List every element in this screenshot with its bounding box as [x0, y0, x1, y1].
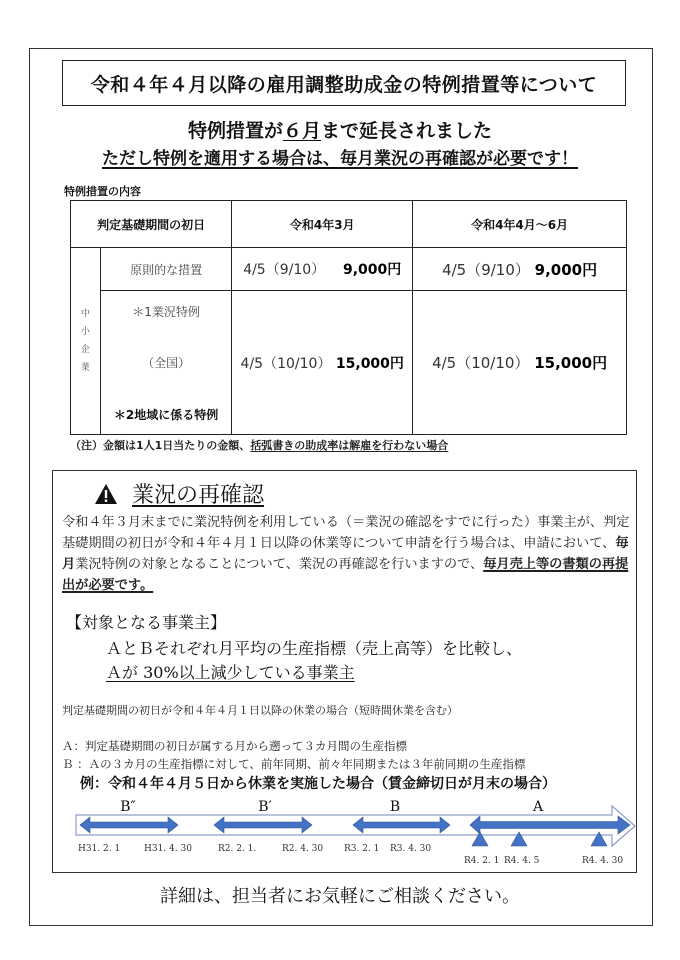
- example-text: 例：令和４年４月５日から休業を実施した場合（賃金締切日が月末の場合）: [80, 776, 556, 792]
- value-cell: [232, 291, 413, 435]
- date-label: R3. 2. 1: [344, 844, 380, 854]
- rate: 4/5（10/10）: [432, 354, 530, 372]
- category-cell: [71, 248, 101, 435]
- category-char: 小: [80, 327, 90, 337]
- definition-a: Ａ：判定基礎期間の初日が属する月から遡って３カ月間の生産指標: [62, 739, 407, 753]
- target-line: Ａが 30%以上減少している事業主: [106, 663, 355, 682]
- header-cell: 判定基礎期間の初日: [71, 201, 232, 248]
- reconfirm-heading: [94, 478, 264, 509]
- category-char: 中: [80, 309, 90, 319]
- headline-suffix: まで延長されました: [321, 120, 493, 142]
- headline-emphasis: ６月: [282, 120, 321, 142]
- segment-label: B′: [258, 799, 272, 815]
- para-text: 業況特例の対象となることについて、業況の再確認を行いますので、: [75, 557, 484, 572]
- table-note: [70, 437, 448, 453]
- segment-label: A: [532, 799, 544, 815]
- headline-caveat: ただし特例を適用する場合は、毎月業況の再確認が必要です！: [102, 149, 578, 169]
- date-label: H31. 4. 30: [144, 844, 192, 854]
- header-cell: 令和4年4月～6月: [413, 201, 627, 248]
- measures-table: [70, 200, 627, 435]
- date-label: R2. 4. 30: [282, 844, 324, 854]
- closing-message: 詳細は、担当者にお気軽にご相談ください。: [160, 886, 520, 907]
- date-label: H31. 2. 1: [78, 844, 121, 854]
- date-label: R2. 2. 1.: [218, 844, 257, 854]
- extension-headline: [40, 116, 640, 143]
- date-label: R3. 4. 30: [390, 844, 432, 854]
- header-cell: 令和4年3月: [232, 201, 413, 248]
- segment-label: B: [389, 799, 401, 815]
- amount: 9,000円: [534, 260, 598, 279]
- target-line: ＡとＢそれぞれ月平均の生産指標（売上高等）を比較し、: [106, 639, 523, 658]
- document-title: [62, 60, 626, 106]
- amount: 9,000円: [342, 262, 402, 278]
- row-label: 原則的な措置: [100, 248, 231, 291]
- para-underlined: 毎月売上等の書類の再提出が必要です。: [62, 557, 629, 593]
- note-underlined: 括弧書きの助成率は解雇を行わない場合: [250, 439, 449, 452]
- note-prefix: （注）金額は1人1日当たりの金額、: [70, 439, 251, 452]
- warning-icon: [94, 483, 118, 505]
- value-cell: [413, 248, 627, 291]
- condition-text: 判定基礎期間の初日が令和４年４月１日以降の休業の場合（短時間休業を含む）: [62, 704, 458, 717]
- rate: 4/5（9/10）: [442, 260, 530, 279]
- category-char: 業: [80, 363, 90, 373]
- reconfirm-paragraph: [62, 512, 632, 596]
- table-row: [71, 291, 627, 435]
- para-text: 令和４年３月末までに業況特例を利用している（＝業況の確認をすでに行った）事業主が、判定基礎期間の初日が令和４年４月１日以降の休業等について申請を行う場合は、申請において、: [62, 515, 630, 551]
- title-text: 令和４年４月以降の雇用調整助成金の特例措置等について: [90, 73, 598, 96]
- definition-b: Ｂ ：Ａの３カ月の生産指標に対して、前年同期、前々年同期または３年前同期の生産指標: [62, 757, 526, 771]
- label-line: ＊2地域に係る特例: [113, 407, 219, 422]
- table-header-row: [71, 201, 627, 248]
- target-heading: 【対象となる事業主】: [66, 613, 227, 632]
- value-cell: [232, 248, 413, 291]
- label-line: ＊1業況特例: [132, 304, 200, 319]
- date-label: R4. 4. 5: [504, 856, 540, 866]
- rate: 4/5（10/10）: [240, 355, 332, 372]
- headline-prefix: 特例措置が: [187, 120, 283, 142]
- para-bold: 毎月: [62, 536, 629, 572]
- category-char: 企: [80, 345, 90, 355]
- segment-label: B″: [120, 799, 136, 815]
- rate: 4/5（9/10）: [243, 262, 326, 278]
- amount: 15,000円: [335, 355, 404, 372]
- row-label: [100, 291, 231, 435]
- value-cell: [413, 291, 627, 435]
- date-label: R4. 4. 30: [582, 856, 624, 866]
- timeline-diagram: [60, 795, 640, 875]
- table-row: [71, 248, 627, 291]
- amount: 15,000円: [534, 354, 608, 372]
- label-line: （全国）: [142, 356, 191, 370]
- section-label: 特例措置の内容: [64, 185, 141, 198]
- date-label: R4. 2. 1: [464, 856, 500, 866]
- reconfirm-title: 業況の再確認: [132, 483, 265, 508]
